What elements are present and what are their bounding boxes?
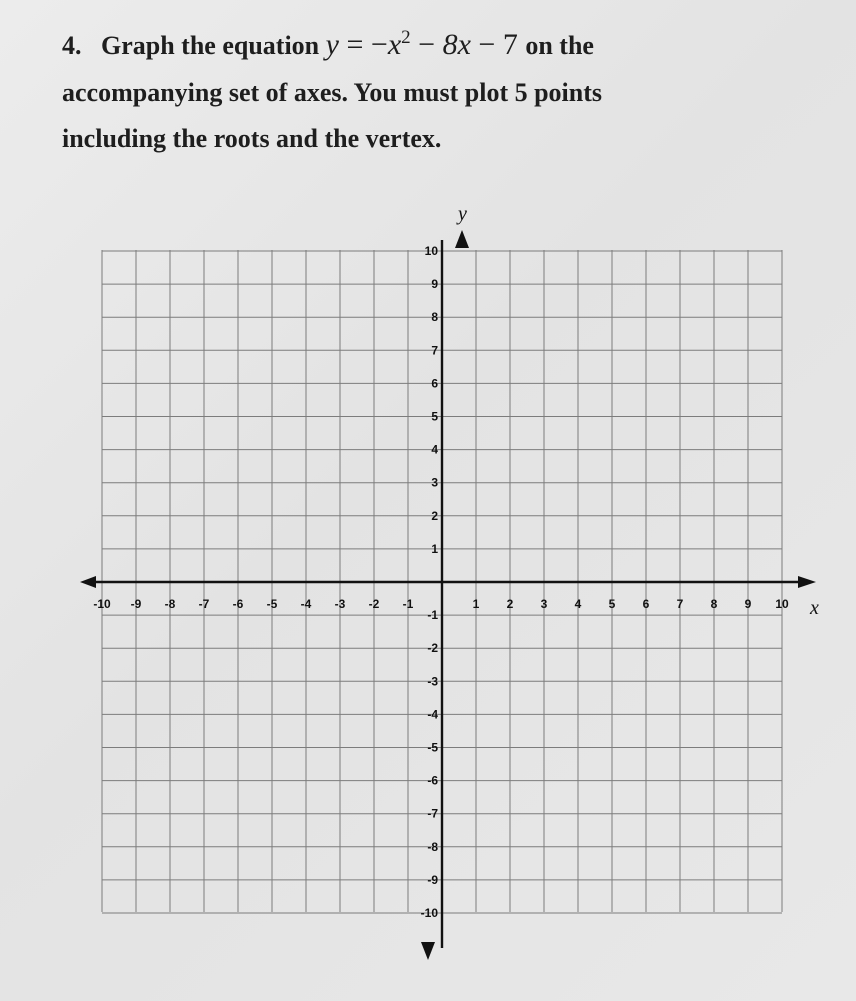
x-tick-label: 10 (775, 597, 789, 611)
question-intro: Graph the equation (101, 31, 320, 60)
y-tick-label: -6 (427, 773, 438, 788)
y-axis-label: y (458, 203, 467, 225)
x-tick-label: -1 (402, 597, 414, 611)
x-tick-label: -5 (266, 597, 278, 611)
y-tick-label: -9 (427, 872, 438, 887)
y-tick-label: 7 (431, 343, 438, 358)
equation-minus-2: − (478, 28, 496, 61)
equation-linear-term: 8x (442, 28, 471, 61)
y-tick-label: -5 (427, 740, 438, 755)
x-tick-label: -6 (232, 597, 244, 611)
equation-equals: = (346, 28, 364, 61)
x-tick-label: 1 (472, 597, 480, 611)
x-tick-label: 4 (574, 597, 582, 611)
y-tick-label: 4 (431, 442, 438, 457)
x-tick-label: 9 (744, 597, 752, 611)
equation-constant: 7 (502, 28, 518, 61)
x-tick-label: 5 (608, 597, 616, 611)
question-line-3: including the roots and the vertex. (62, 124, 442, 153)
y-tick-label: 1 (431, 541, 438, 556)
y-tick-label: 5 (431, 409, 438, 424)
y-tick-label: -4 (427, 707, 438, 722)
y-tick-label: 2 (431, 508, 438, 523)
question-number: 4. (62, 31, 82, 60)
x-tick-label: 8 (710, 597, 718, 611)
equation-exponent: 2 (401, 27, 411, 48)
y-tick-label: -2 (427, 641, 438, 656)
y-tick-label: 10 (424, 244, 438, 258)
question-line-2: accompanying set of axes. You must plot 5 points (62, 78, 603, 107)
y-tick-label: -1 (427, 608, 438, 623)
x-axis-arrow-right (798, 576, 816, 588)
x-axis-arrow-left (80, 576, 96, 588)
x-tick-label: 2 (506, 597, 514, 611)
x-tick-label: -10 (93, 597, 111, 611)
y-axis-arrow-down (421, 942, 435, 960)
y-tick-label: 8 (431, 310, 438, 325)
equation-variable: x (387, 28, 402, 61)
tick-labels (93, 203, 819, 920)
y-tick-label: -8 (427, 839, 438, 854)
x-tick-label: -9 (130, 597, 142, 611)
axes (80, 230, 816, 960)
x-tick-label: -3 (334, 597, 346, 611)
equation-lhs: y (325, 28, 339, 61)
y-tick-label: 6 (431, 376, 438, 391)
y-tick-label: -7 (427, 806, 438, 821)
y-axis-arrow-up (455, 230, 469, 248)
x-tick-label: 3 (540, 597, 548, 611)
x-tick-label: 6 (642, 597, 650, 611)
x-axis-label: x (810, 597, 819, 619)
y-tick-label: 3 (431, 475, 438, 490)
x-tick-label: -4 (300, 597, 312, 611)
y-tick-label: 9 (431, 277, 438, 292)
equation-minus-1: − (418, 28, 436, 61)
x-tick-label: 7 (676, 597, 684, 611)
x-tick-label: -2 (368, 597, 380, 611)
x-tick-label: -8 (164, 597, 176, 611)
y-tick-label: -10 (420, 906, 438, 920)
question-outro: on the (525, 31, 594, 60)
y-tick-label: -3 (427, 674, 438, 689)
x-tick-label: -7 (198, 597, 210, 611)
equation-negative-sign: − (370, 28, 388, 61)
